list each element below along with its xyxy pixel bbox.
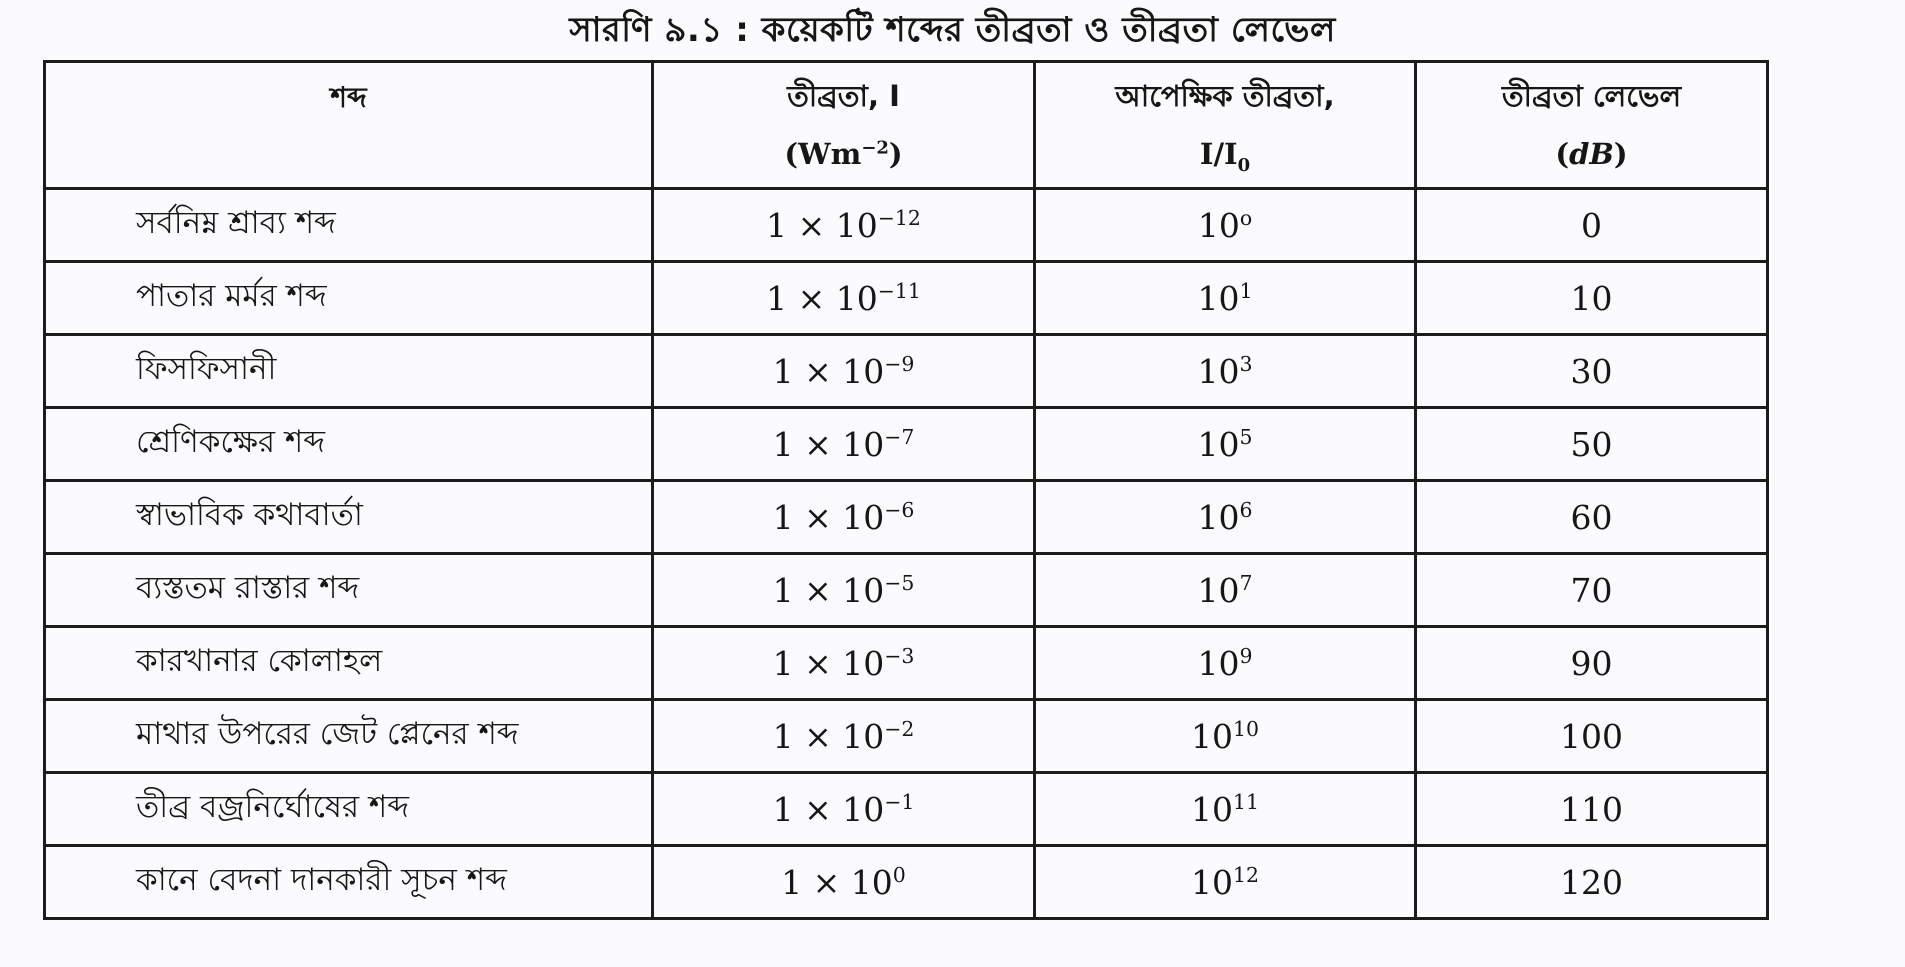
relative-exponent: 1 xyxy=(1239,278,1253,303)
intensity-base: 1 × 10 xyxy=(766,278,878,318)
cell-relative-intensity xyxy=(1035,846,1416,919)
relative-base: 10 xyxy=(1197,424,1240,464)
cell-sound-source xyxy=(45,773,653,846)
cell-intensity xyxy=(653,408,1035,481)
cell-sound-source xyxy=(45,408,653,481)
table-row xyxy=(45,335,1768,408)
cell-intensity xyxy=(653,700,1035,773)
sound-source-text: কারখানার কোলাহল xyxy=(136,643,383,679)
intensity-base: 1 × 10 xyxy=(772,570,885,610)
table-row xyxy=(45,627,1768,700)
cell-intensity-level xyxy=(1416,481,1768,554)
intensity-exponent: −5 xyxy=(884,570,915,595)
header-source-label: শব্দ xyxy=(330,81,367,114)
cell-sound-source xyxy=(45,481,653,554)
cell-intensity xyxy=(653,627,1035,700)
relative-symbol: I/I xyxy=(1199,137,1238,171)
intensity-level-value: 100 xyxy=(1560,716,1623,756)
table-row xyxy=(45,262,1768,335)
relative-exponent: 11 xyxy=(1232,789,1259,814)
cell-intensity xyxy=(653,773,1035,846)
cell-relative-intensity xyxy=(1035,627,1416,700)
table-body xyxy=(45,189,1768,919)
relative-exponent: 7 xyxy=(1239,570,1253,595)
intensity-exponent: −12 xyxy=(877,205,921,230)
intensity-exponent: 0 xyxy=(892,862,906,887)
relative-exponent: 5 xyxy=(1239,424,1253,449)
cell-intensity xyxy=(653,846,1035,919)
cell-intensity-level xyxy=(1416,627,1768,700)
intensity-level-value: 30 xyxy=(1570,351,1613,391)
cell-relative-intensity xyxy=(1035,700,1416,773)
intensity-exponent: −11 xyxy=(877,278,921,303)
intensity-exponent: −6 xyxy=(884,497,915,522)
sound-source-text: ব্যস্ততম রাস্তার শব্দ xyxy=(136,570,360,606)
intensity-exponent: −2 xyxy=(884,716,915,741)
cell-intensity xyxy=(653,189,1035,262)
header-level-unit xyxy=(1417,125,1766,183)
relative-exponent: 12 xyxy=(1232,862,1259,887)
intensity-exponent: −1 xyxy=(884,789,915,814)
relative-exponent: 10 xyxy=(1232,716,1259,741)
relative-exponent: 9 xyxy=(1239,643,1253,668)
relative-exponent: 6 xyxy=(1239,497,1253,522)
cell-intensity xyxy=(653,554,1035,627)
cell-intensity-level xyxy=(1416,189,1768,262)
intensity-exponent: −3 xyxy=(884,643,915,668)
cell-sound-source xyxy=(45,554,653,627)
header-intensity-label: তীব্রতা, I xyxy=(787,79,900,113)
table-row xyxy=(45,408,1768,481)
unit-base: (Wm xyxy=(784,137,862,171)
cell-relative-intensity xyxy=(1035,408,1416,481)
relative-base: 10 xyxy=(1197,205,1240,245)
intensity-exponent: −9 xyxy=(884,351,915,376)
relative-base: 10 xyxy=(1197,278,1240,318)
cell-sound-source xyxy=(45,335,653,408)
level-open: ( xyxy=(1555,137,1570,171)
cell-intensity-level xyxy=(1416,773,1768,846)
intensity-base: 1 × 10 xyxy=(772,643,885,683)
sound-source-text: তীব্র বজ্রনির্ঘোষের শব্দ xyxy=(136,789,410,825)
intensity-base: 1 × 10 xyxy=(766,205,878,245)
header-row xyxy=(45,62,1768,189)
intensity-base: 1 × 10 xyxy=(781,862,893,902)
intensity-base: 1 × 10 xyxy=(772,424,885,464)
cell-intensity-level xyxy=(1416,262,1768,335)
relative-exponent: 3 xyxy=(1239,351,1253,376)
relative-base: 10 xyxy=(1197,351,1240,391)
sound-source-text: মাথার উপরের জেট প্লেনের শব্দ xyxy=(136,716,519,752)
sound-source-text: পাতার মর্মর শব্দ xyxy=(136,278,327,314)
sound-source-text: কানে বেদনা দানকারী সূচন শব্দ xyxy=(136,862,507,898)
relative-base: 10 xyxy=(1190,862,1233,902)
intensity-level-value: 0 xyxy=(1581,205,1602,245)
header-source xyxy=(45,62,653,189)
cell-intensity xyxy=(653,481,1035,554)
intensity-level-value: 70 xyxy=(1570,570,1613,610)
relative-base: 10 xyxy=(1197,643,1240,683)
cell-relative-intensity xyxy=(1035,554,1416,627)
cell-sound-source xyxy=(45,846,653,919)
intensity-level-value: 90 xyxy=(1570,643,1613,683)
cell-sound-source xyxy=(45,262,653,335)
intensity-level-value: 60 xyxy=(1570,497,1613,537)
cell-sound-source xyxy=(45,627,653,700)
relative-base: 10 xyxy=(1190,789,1233,829)
cell-sound-source xyxy=(45,189,653,262)
cell-relative-intensity xyxy=(1035,481,1416,554)
intensity-level-value: 120 xyxy=(1560,862,1623,902)
cell-relative-intensity xyxy=(1035,773,1416,846)
intensity-base: 1 × 10 xyxy=(772,497,885,537)
intensity-base: 1 × 10 xyxy=(772,351,885,391)
sound-source-text: সর্বনিম্ন শ্রাব্য শব্দ xyxy=(136,205,336,241)
intensity-level-value: 10 xyxy=(1570,278,1613,318)
table-row xyxy=(45,846,1768,919)
header-intensity-level xyxy=(1416,62,1768,189)
sound-intensity-table xyxy=(43,60,1769,920)
table-row xyxy=(45,554,1768,627)
sound-source-text: ফিসফিসানী xyxy=(136,351,277,387)
level-close: ) xyxy=(1613,137,1628,171)
intensity-level-value: 50 xyxy=(1570,424,1613,464)
header-intensity xyxy=(653,62,1035,189)
cell-intensity-level xyxy=(1416,846,1768,919)
cell-intensity-level xyxy=(1416,408,1768,481)
table-row xyxy=(45,773,1768,846)
sound-source-text: স্বাভাবিক কথাবার্তা xyxy=(136,497,363,533)
intensity-base: 1 × 10 xyxy=(772,789,885,829)
header-relative-symbol xyxy=(1036,125,1414,183)
header-relative-label: আপেক্ষিক তীব্রতা, xyxy=(1115,79,1335,113)
unit-close: ) xyxy=(888,137,903,171)
cell-intensity-level xyxy=(1416,335,1768,408)
cell-intensity xyxy=(653,262,1035,335)
level-unit: dB xyxy=(1569,137,1614,171)
table-row xyxy=(45,189,1768,262)
relative-subscript: 0 xyxy=(1237,154,1251,176)
relative-exponent: o xyxy=(1239,205,1253,230)
relative-base: 10 xyxy=(1197,570,1240,610)
cell-relative-intensity xyxy=(1035,189,1416,262)
relative-base: 10 xyxy=(1197,497,1240,537)
table-row xyxy=(45,481,1768,554)
table-row xyxy=(45,700,1768,773)
header-level-label: তীব্রতা লেভেল xyxy=(1501,79,1682,113)
header-intensity-unit xyxy=(654,125,1033,183)
intensity-base: 1 × 10 xyxy=(772,716,885,756)
intensity-level-value: 110 xyxy=(1560,789,1623,829)
cell-intensity-level xyxy=(1416,554,1768,627)
header-relative-intensity xyxy=(1035,62,1416,189)
cell-relative-intensity xyxy=(1035,262,1416,335)
unit-exponent: −2 xyxy=(861,137,889,159)
table-caption: সারণি ৯.১ : কয়েকটি শব্দের তীব্রতা ও তীব্রতা লেভেল xyxy=(569,10,1336,50)
cell-intensity xyxy=(653,335,1035,408)
relative-base: 10 xyxy=(1190,716,1233,756)
cell-sound-source xyxy=(45,700,653,773)
cell-relative-intensity xyxy=(1035,335,1416,408)
intensity-exponent: −7 xyxy=(884,424,915,449)
sound-source-text: শ্রেণিকক্ষের শব্দ xyxy=(136,424,326,460)
cell-intensity-level xyxy=(1416,700,1768,773)
